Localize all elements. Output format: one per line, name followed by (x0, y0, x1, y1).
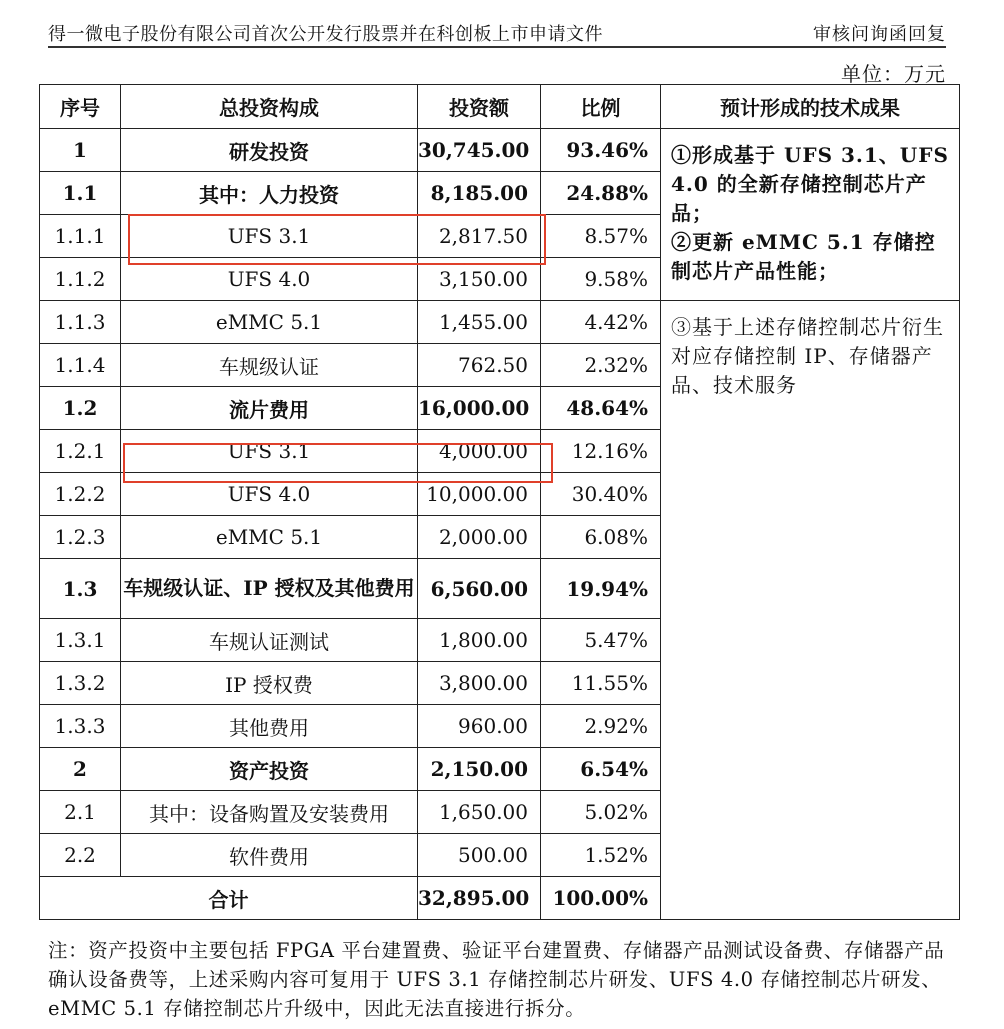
cell-amount: 762.50 (418, 344, 541, 387)
cell-seq: 1.3 (40, 559, 121, 619)
cell-ratio: 24.88% (541, 172, 661, 215)
cell-seq: 1.3.2 (40, 662, 121, 705)
cell-seq: 1.1.3 (40, 301, 121, 344)
cell-item: UFS 4.0 (121, 473, 418, 516)
cell-ratio: 2.32% (541, 344, 661, 387)
table-row (40, 129, 960, 172)
cell-seq: 1.1.2 (40, 258, 121, 301)
cell-ratio: 93.46% (541, 129, 661, 172)
cell-amount: 10,000.00 (418, 473, 541, 516)
cell-item: IP 授权费 (121, 662, 418, 705)
cell-item: 流片费用 (121, 387, 418, 430)
document-title: 得一微电子股份有限公司首次公开发行股票并在科创板上市申请文件 (48, 24, 603, 45)
cell-ratio: 9.58% (541, 258, 661, 301)
cell-amount: 1,650.00 (418, 791, 541, 834)
table-row (40, 301, 960, 344)
cell-ratio: 1.52% (541, 834, 661, 877)
cell-ratio: 6.54% (541, 748, 661, 791)
cell-item: UFS 4.0 (121, 258, 418, 301)
cell-amount: 8,185.00 (418, 172, 541, 215)
cell-ratio: 11.55% (541, 662, 661, 705)
tech-result-2: ③基于上述存储控制芯片衍生对应存储控制 IP、存储器产品、技术服务 (661, 301, 960, 920)
cell-amount: 3,150.00 (418, 258, 541, 301)
cell-item: eMMC 5.1 (121, 516, 418, 559)
column-header: 预计形成的技术成果 (661, 85, 960, 129)
cell-seq: 1.2 (40, 387, 121, 430)
cell-ratio: 2.92% (541, 705, 661, 748)
cell-seq: 1.3.3 (40, 705, 121, 748)
cell-seq: 2.1 (40, 791, 121, 834)
cell-seq: 1.1 (40, 172, 121, 215)
cell-amount: 16,000.00 (418, 387, 541, 430)
document-type: 审核问询函回复 (813, 24, 946, 45)
column-header: 比例 (541, 85, 661, 129)
cell-item: UFS 3.1 (121, 430, 418, 473)
cell-amount: 6,560.00 (418, 559, 541, 619)
cell-item: 资产投资 (121, 748, 418, 791)
cell-amount: 1,455.00 (418, 301, 541, 344)
table-header-row (40, 85, 960, 129)
total-label: 合计 (40, 877, 418, 920)
cell-amount: 3,800.00 (418, 662, 541, 705)
column-header: 序号 (40, 85, 121, 129)
page-header (48, 18, 946, 48)
cell-seq: 1.2.3 (40, 516, 121, 559)
cell-ratio: 30.40% (541, 473, 661, 516)
cell-amount: 4,000.00 (418, 430, 541, 473)
investment-table (39, 84, 960, 920)
cell-seq: 1 (40, 129, 121, 172)
cell-seq: 1.2.2 (40, 473, 121, 516)
cell-item: UFS 3.1 (121, 215, 418, 258)
cell-item: 车规级认证 (121, 344, 418, 387)
cell-item: 软件费用 (121, 834, 418, 877)
total-amount: 32,895.00 (418, 877, 541, 920)
cell-item: 车规认证测试 (121, 619, 418, 662)
cell-ratio: 12.16% (541, 430, 661, 473)
cell-seq: 1.2.1 (40, 430, 121, 473)
footnote: 注：资产投资中主要包括 FPGA 平台建置费、验证平台建置费、存储器产品测试设备费、存储器产品确认设备费等，上述采购内容可复用于 UFS 3.1 存储控制芯片研发、UFS 4.0 存储控制芯片研发、eMMC 5.1 存储控制芯片升级中，因此无法直接进行拆分。 (48, 939, 945, 1020)
cell-item: eMMC 5.1 (121, 301, 418, 344)
cell-item: 其他费用 (121, 705, 418, 748)
cell-item: 车规级认证、IP 授权及其他费用 (121, 559, 418, 619)
cell-amount: 500.00 (418, 834, 541, 877)
cell-seq: 2 (40, 748, 121, 791)
cell-ratio: 48.64% (541, 387, 661, 430)
cell-ratio: 4.42% (541, 301, 661, 344)
cell-ratio: 19.94% (541, 559, 661, 619)
unit-label: 单位：万元 (841, 62, 946, 86)
cell-ratio: 8.57% (541, 215, 661, 258)
column-header: 总投资构成 (121, 85, 418, 129)
cell-seq: 1.1.4 (40, 344, 121, 387)
column-header: 投资额 (418, 85, 541, 129)
total-ratio: 100.00% (541, 877, 661, 920)
cell-ratio: 5.02% (541, 791, 661, 834)
cell-seq: 1.1.1 (40, 215, 121, 258)
cell-amount: 960.00 (418, 705, 541, 748)
tech-result-1: ①形成基于 UFS 3.1、UFS 4.0 的全新存储控制芯片产品； ②更新 eMMC 5.1 存储控制芯片产品性能； (661, 129, 960, 301)
cell-item: 其中：设备购置及安装费用 (121, 791, 418, 834)
cell-item: 研发投资 (121, 129, 418, 172)
cell-item: 其中：人力投资 (121, 172, 418, 215)
cell-amount: 2,000.00 (418, 516, 541, 559)
cell-amount: 2,817.50 (418, 215, 541, 258)
cell-amount: 1,800.00 (418, 619, 541, 662)
cell-ratio: 6.08% (541, 516, 661, 559)
cell-seq: 2.2 (40, 834, 121, 877)
cell-ratio: 5.47% (541, 619, 661, 662)
cell-seq: 1.3.1 (40, 619, 121, 662)
cell-amount: 30,745.00 (418, 129, 541, 172)
cell-amount: 2,150.00 (418, 748, 541, 791)
